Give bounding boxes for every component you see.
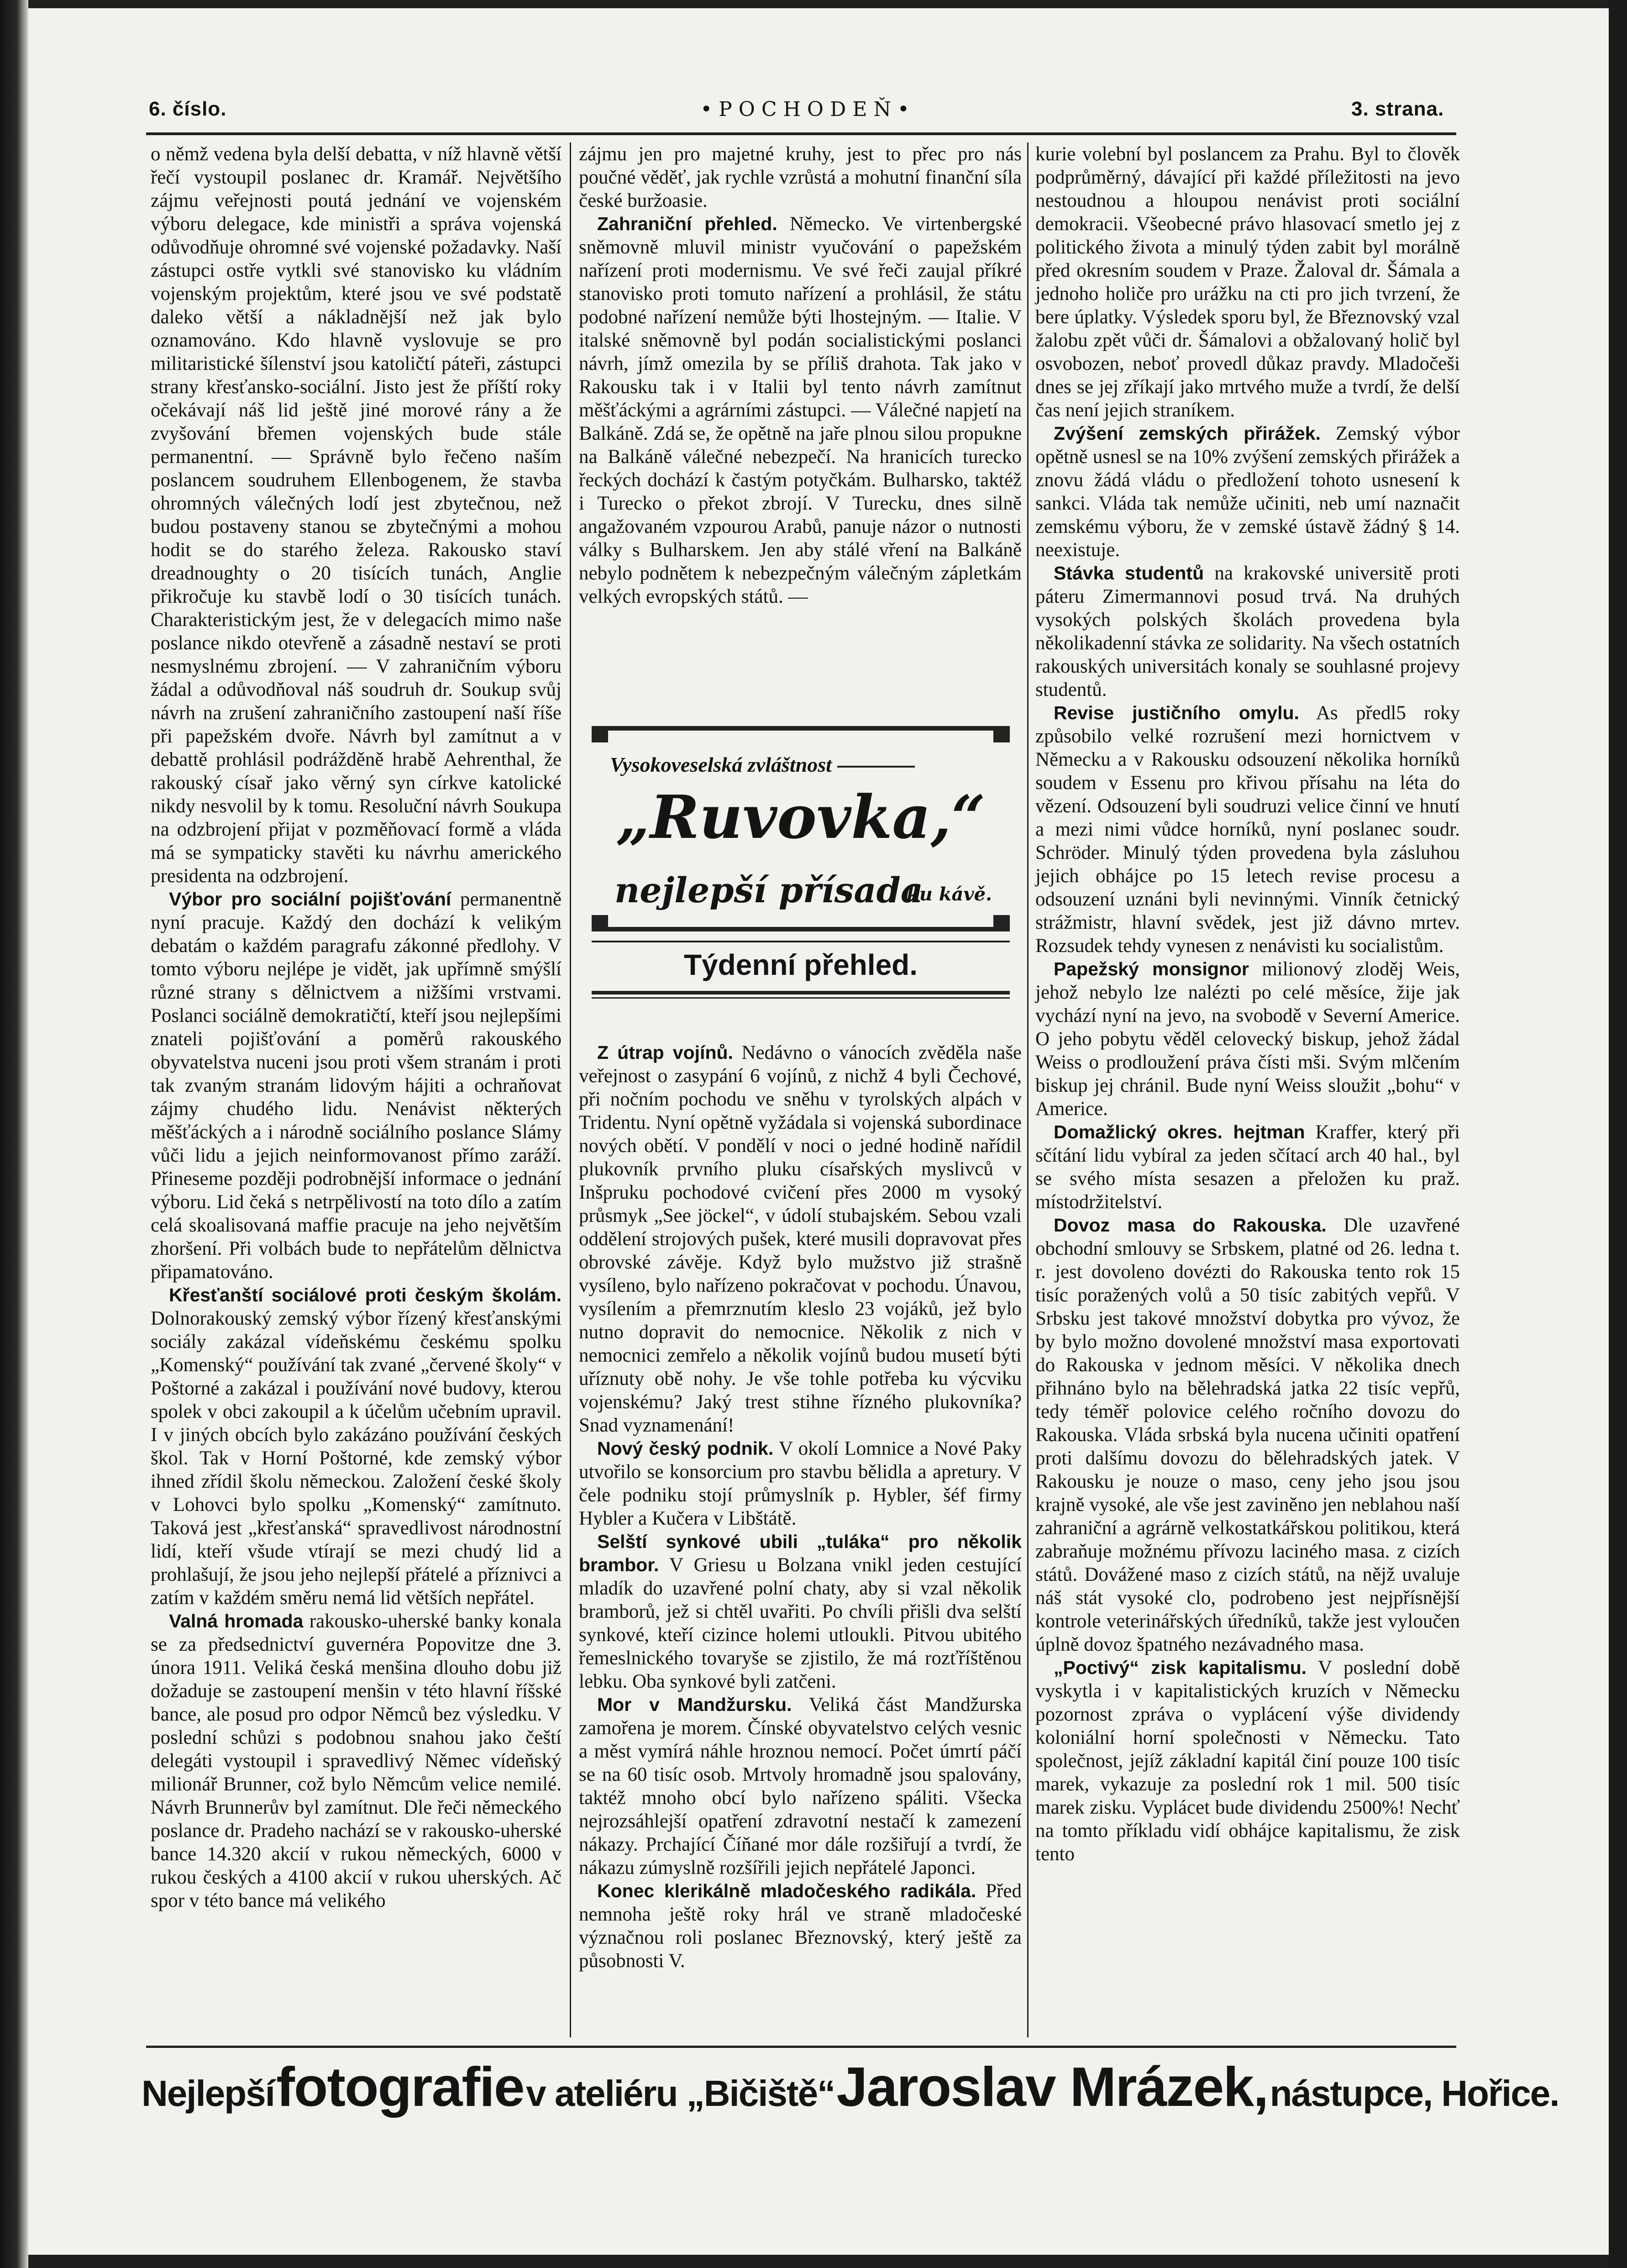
section-rule [592, 991, 1010, 995]
ad-tagline-text: Vysokoveselská zvláštnost [610, 753, 832, 776]
column-2-top [579, 142, 1022, 718]
article-text: milionový zloděj Weis, jehož nebylo lze nalézti po celé měsíce, žije jak vychází nyní na jevo, na svobodě v Severní Americe. O jeho pobytu věděl celovecký biskup, jehož žádal Weiss o prodloužení práva čísti mši. Svým mlčením biskup jej chránil. Bude nyní Weiss sloužit „bohu“ v Americe. [1035, 958, 1460, 1120]
ad-corner-ornament [592, 915, 608, 931]
article-text: V poslední době vyskytla i v kapitalistických kruzích v Německu pozornost zpráva o vyplácení výše dividendy koloniální horní společnosti v Německu. Tato společnost, jejíž základní kapitál činí pouze 100 tisíc marek, vykazuje za poslední rok 1 mil. 500 tisíc marek zisku. Vyplácet bude dividendu 2500%! Nechť na tomto příkladu vidí obhájce kapitalismu, že zisk tento [1035, 1657, 1460, 1865]
article-heading: Křesťanští sociálové proti českým školám. [169, 1284, 562, 1305]
article-text: Dolnorakouský zemský výbor řízený křesťanskými sociály zakázal vídeňskému českému spolku „Komenský“ používání tak zvané „červené školy“ v Poštorné a zakázal i používání nové budovy, kterou spolek v obci zakoupil a k účelům učebním upravil. I v jiných obcích bylo zakázáno používání českých škol. Tak v Horní Poštorné, kde zemský výbor ihned zřídil školu německou. Založení české školy v Lohovci bylo spolku „Komenský“ zamítnuto. Taková jest „křesťanská“ spravedlivost národnostní lidí, kteří všude vtírají se mezi chudý lid a prohlašují, že jsou jeho nejlepší přátelé a příznivci a zatím v každém směru nemá lid větších nepřátel. [151, 1308, 562, 1609]
article-text: As předl5 roky způsobilo velké rozrušení mezi hornictvem v Německu a v Rakousku odsouzení několika horníků soudem v Essenu pro křivou přísahu na léta do vězení. Odsouzení byli soudruzi velice činní ve hnutí a mezi nimi vůdce horníků, nyní poslanec soudr. Schröder. Minulý týden provedena byla zásluhou jejich obhájce po 15 letech revise procesu a odsouzení uznáni byli nevinnými. Vinník četnický strážmistr, hlavní svědek, jest již dávno mrtev. Rozsudek tehdy vynesen z nenávisti ku socialistům. [1035, 702, 1460, 957]
article-heading: Zvýšení zemských přirážek. [1054, 423, 1321, 444]
column-divider [1027, 142, 1029, 2037]
article-text: Dle uzavřené obchodní smlouvy se Srbskem, platné od 26. ledna t. r. jest dovoleno dovézti do Rakouska tento rok 15 tisíc poražených volů a 50 tisíc zabitých vepřů. V Srbsku jest takové množství dobytka pro vývoz, že by bylo možno dovolené množství masa exportovati do Rakouska v jednom měsíci. V několika dnech přihnáno bylo na bělehradská jatka 22 tisíc vepřů, tedy téměř polovice celého ročního dovozu do Rakouska. Vláda srbská byla nucena učiniti opatření proti dalšímu dovozu do bělehradských jatek. V Rakousku je nouze o maso, ceny jeho jsou jsou krajně vysoké, ale vše jest zaviněno jen neblahou naší zahraniční a agrárně velkostatkářskou politikou, která zabraňuje možnému přívozu laciného masa. z cizích států. Dovážené maso z cizích států, na nějž uvaluje náš stát vysoké clo, podrobeno jest nejpřísnější kontrole veterinářských úředníků, takže jest vyloučen úplně dovoz špatného nezávadného masa. [1035, 1215, 1460, 1655]
article-text: kurie volební byl poslancem za Prahu. Byl to člověk podprůměrný, dávající při každé příležitosti na jevo nestoudnou a hloupou nenávist proti sociální demokracii. Všeobecné právo hlasovací smetlo jej z politického života a minulý týden zabit byl morálně před okresním soudem v Praze. Žaloval dr. Šámala a jednoho holiče pro urážku na cti pro jich tvrzení, že bere úplatky. Výsledek sporu byl, že Březnovský vzal žalobu zpět vůči dr. Šámalovi a obžalovaný holič byl osvobozen, neboť provedl důkaz pravdy. Mladočeši dnes se jej zříkají jako mrtvého muže a tvrdí, že delší čas není jejich straníkem. [1035, 143, 1460, 421]
article-text: na krakovské universitě proti páteru Zimermannovi posud trvá. Na druhých vysokých polských školách provedena byla několikadenní stávka ze solidarity. Na všech ostatních rakouských universitách konaly se souhlasné projevy studentů. [1035, 563, 1460, 700]
article-text: rakousko-uherské banky konala se za předsednictví guvernéra Popovitze dne 3. února 1911. Veliká česká menšina dlouho dobu již dožaduje se zastoupení menšin v této hlavní říšské bance, ale posud pro odpor Němců bez výsledku. V poslední schůzi s podobnou snahou jako čeští delegáti vystoupil i spravedlivý Němec vídeňský milionář Brunner, což bylo Němcům velice nemilé. Návrh Brunnerův byl zamítnut. Dle řeči německého poslance dr. Pradeho nachází se v rakousko-uherské bance 14.320 akcií v rukou německých, 6000 v rukou českých a 4100 akcií v rukou uherských. Ač spor v této bance má velikého [151, 1610, 562, 1911]
article [579, 1693, 1022, 1879]
article-heading: Výbor pro sociální pojišťování [169, 889, 451, 910]
article-heading: Stávka studentů [1054, 563, 1204, 584]
article-text: Před nemnoha ještě roky hrál ve straně mladočeské význačnou roli poslanec Březnovský, který ještě za působnosti V. [579, 1880, 1022, 1972]
ad-slogan: nejlepší přísada [614, 870, 924, 910]
article [1035, 1121, 1460, 1214]
article [151, 1610, 562, 1912]
article [579, 1530, 1022, 1693]
article [1035, 422, 1460, 562]
page-number: 3. strana. [1351, 98, 1444, 120]
article-heading: Konec klerikálně mladočeského radikála. [597, 1880, 976, 1901]
article-heading: Papežský monsignor [1054, 958, 1249, 979]
article [579, 1879, 1022, 1973]
article-heading: „Poctivý“ zisk kapitalismu. [1054, 1657, 1307, 1678]
article [1035, 958, 1460, 1121]
ad-suffix: ku kávě. [907, 884, 992, 905]
footer-rule [146, 2046, 1456, 2048]
article-heading: Dovoz masa do Rakouska. [1054, 1215, 1327, 1236]
footer-ad-text: nástupce, Hořice. [1270, 2073, 1559, 2114]
section-rule [592, 997, 1010, 999]
ad-tagline [610, 752, 1002, 777]
article-heading: Selští synkové ubili „tuláka“ pro několik brambor. [579, 1531, 1022, 1575]
footer-ad-text: fotografie [276, 2056, 524, 2118]
article-text: V okolí Lomnice a Nové Paky utvořilo se konsorcium pro stavbu bělidla a apretury. V čele podniku stojí průmyslník p. Hybler, šéf firmy Hybler a Kučera v Libštátě. [579, 1438, 1022, 1529]
column-divider [570, 142, 571, 2037]
ad-corner-ornament [592, 726, 608, 742]
article [1035, 562, 1460, 701]
article-text: Německo. Ve virtenbergské sněmovně mluvil ministr vyučování o papežském nařízení proti modernismu. Ve své řeči zaujal příkré stanovisko proti tomuto nařízení a prohlásil, že státu podobné nařízení nemůže býti lhostejným. — Italie. V italské sněmovně byl podán socialistickými poslanci návrh, jímž omezila by se příliš drahota. Tak jako v Rakousku tak i v Italii byl tento návrh zamítnut měšťáckými a agrárními zástupci. — Válečné napjetí na Balkáně. Zdá se, že opětně na jaře plnou silou propukne na Balkáně válečné nebezpečí. Na hranicích turecko řeckých dochází k častým potyčkám. Bulharsko, taktéž i Turecko o překot zbrojí. V Turecku, dnes silně angažovaném vzpourou Arabů, panuje názor o nutnosti války s Bulharskem. Jen aby stálé vření na Balkáně nebylo podnětem k nebezpečným válečným zápletkám velkých evropských států. — [579, 213, 1022, 607]
article [579, 1041, 1022, 1437]
article-text: permanentně nyní pracuje. Každý den dochází k velikým debatám o každém paragrafu zákonné předlohy. V tomto výboru nejlépe je vidět, jak upřímně smýšlí různé strany s dělnictvem a nižšími vrstvami. Poslanci sociálně demokratičtí, kteří jsou nejlepšími znateli pojišťování a poměrů rakouského obyvatelstva nuceni jsou proti všem stranám i proti tak zvaným stranám lidovým hájiti a ochraňovat zájmy chudého lidu. Nenávist některých měšťáckých a i národně sociálního poslance Slámy vůči lidu a jejich neinformovanost přímo zaráží. Přineseme později podrobnější informace o jednání výboru. Lid čeká s netrpělivostí na toto dílo a zatím celá skoalisovaná maffie pracuje na jeho největším zhoršení. Při volbách bude to nepřátelům dělnictva připamatováno. [151, 889, 562, 1283]
article [579, 212, 1022, 608]
article [579, 1437, 1022, 1530]
article-text: V Griesu u Bolzana vnikl jeden cestující mladík do uzavřené polní chaty, aby si vzal několik bramborů, jež si chtěl uvařiti. Po chvíli přišli dva selští synkové, kteří cizince holemi utloukli. Pitvou ubitého řemeslnického tovaryše se zjistilo, že má rozťříštěnou lebku. Oba synkové byli zatčeni. [579, 1554, 1022, 1692]
advertisement [592, 726, 1010, 931]
article-text: o němž vedena byla delší debatta, v níž hlavně větší řečí vystoupil poslanec dr. Kramář. Největšího zájmu veřejnosti poutá jednání ve vojenském výboru delegace, kde ministři a správa vojenská odůvodňuje ohromné své vojenské požadavky. Naší zástupci ostře vytkli své stanovisko ku vládním vojenským projektům, které jsou ve své podstatě daleko větší a nákladnější než jak bylo oznamováno. Kdo hlavně vyslovuje se pro militaristické šílenství jsou katoličtí páteři, zástupci strany křesťansko-sociální. Jisto jest že příští roky očekávají náš lid ještě jiné morové rány a že zvyšování břemen vojenských bude stále permanentní. — Správně bylo řečeno naším poslancem soudruhem Ellenbogenem, že stavba ohromných válečných lodí jest zbytečnou, než budou postaveny stanou se zbytečnými a mohou hodit se do starého železa. Rakousko staví dreadnoughty o 20 tisících tunách, Anglie přikročuje ku stavbě lodí o 30 tisících tunách. Charakteristickým jest, že v delegacích mimo naše poslance nikdo otevřeně a zásadně nestaví se proti nesmyslnému zbrojení. — V zahraničním výboru žádal a odůvodňoval náš soudruh dr. Soukup svůj návrh na zrušení zahraničního zastoupení naší říše při papežském dvoře. Návrh byl zamítnut a v debattě prohlásil podrážděně hrabě Aehrenthal, že rakouský císař jako věrný syn církve katolické nikdy nesvolil by k tomu. Resoluční návrh Soukupa na odzbrojení přijat v pozměňovací formě a vláda má se sympaticky stavěti ku návrhu amerického presidenta na odzbrojení. [151, 143, 562, 887]
issue-number: 6. číslo. [149, 98, 227, 120]
article-text: Zemský výbor opětně usnesl se na 10% zvýšení zemských přirážek a znovu žádá vládu o předložení tohoto usnesení k sankci. Vláda tak nemůže učiniti, neb umí naznačit zemskému výboru, že v zemské ústavě žádný § 14. neexistuje. [1035, 423, 1460, 561]
footer-ad-text: v ateliéru „Bičiště“ [526, 2073, 835, 2114]
article-heading: Zahraniční přehled. [597, 213, 777, 234]
section-title: Týdenní přehled. [683, 948, 918, 981]
article-heading: Z útrap vojínů. [597, 1042, 733, 1063]
article-text: Nedávno o vánocích zvěděla naše veřejnost o zasypání 6 vojínů, z nichž 4 byli Čechové, při nočním pochodu ve sněhu v tyrolských alpách v Tridentu. Nyní opětně vyžádala si vojenská subordinace nových obětí. V pondělí v noci o jedné hodině nařídil plukovník prvního pluku císařských myslivců v Inšpruku pochodové cvičení přes 2000 m vysoký průsmyk „See jöckel“, v údolí stubajském. Sebou vzali oddělení strojových pušek, které musili dopravovat přes obrovské závěje. Když bylo mužstvo již strašně vysíleno, bylo nařízeno pokračovat v pochodu. Únavou, vysílením a přemrznutím kleslo 23 vojáků, jež bylo nutno dopravit do nemocnice. Několik z nich v nemocnici zemřelo a několik vojínů budou musetí býti uříznuty obě nohy. Je vše tohle potřeba ku výcviku vojenskému? Jaký trest stihne řízného plukovníka? Snad vyznamenání! [579, 1042, 1022, 1436]
article [1035, 1214, 1460, 1656]
header-rule [146, 132, 1456, 135]
article-heading: Domažlický okres. hejtman [1054, 1121, 1305, 1142]
column-1 [151, 142, 562, 2033]
ad-brand: „Ruvovka,“ [616, 782, 986, 852]
page-edge [1609, 0, 1627, 2268]
masthead: •POCHODEŇ• [700, 98, 916, 121]
article-text: zájmu jen pro majetné kruhy, jest to přec pro nás poučné věděť, jak rychle vzrůstá a mohutní finanční síla české buržoasie. [579, 143, 1022, 211]
column-3 [1035, 142, 1460, 2033]
footer-ad-text: Jaroslav Mrázek, [836, 2056, 1268, 2118]
article-heading: Valná hromada [169, 1610, 304, 1631]
section-rule [592, 941, 1010, 942]
article-heading: Revise justičního omylu. [1054, 702, 1299, 723]
article-text: Kraffer, který při sčítání lidu vybíral za jeden sčítací arch 40 hal., byl se svého místa sesazen a přeložen ku praž. místodržitelství. [1035, 1121, 1460, 1213]
footer-ad-text: Nejlepší [142, 2073, 274, 2114]
article-heading: Nový český podnik. [597, 1438, 774, 1459]
binding-edge [0, 0, 28, 2268]
ad-corner-ornament [993, 915, 1010, 931]
column-2-bottom [579, 1041, 1022, 2036]
article [151, 1284, 562, 1610]
article-text: Veliká část Mandžurska zamořena je morem. Čínské obyvatelstvo celých vesnic a měst vymírá náhle hroznou nemocí. Počet úmrtí páčí se na 60 tisíc osob. Mrtvoly hromadně jsou spalovány, taktéž mnoho obcí bylo nařízeno spáliti. Všecka nejrozsáhlejší opatření zdravotní nestačí k zamezení nákazy. Prchající Číňané mor dále rozšiřují a tvrdí, že nákazu zúmyslně rozšířili jejich nepřátelé Japonci. [579, 1694, 1022, 1879]
article [1035, 1656, 1460, 1866]
ad-corner-ornament [993, 726, 1010, 742]
article [1035, 701, 1460, 958]
footer-advertisement [142, 2055, 1559, 2132]
article-heading: Mor v Mandžursku. [597, 1694, 792, 1715]
article [151, 888, 562, 1284]
